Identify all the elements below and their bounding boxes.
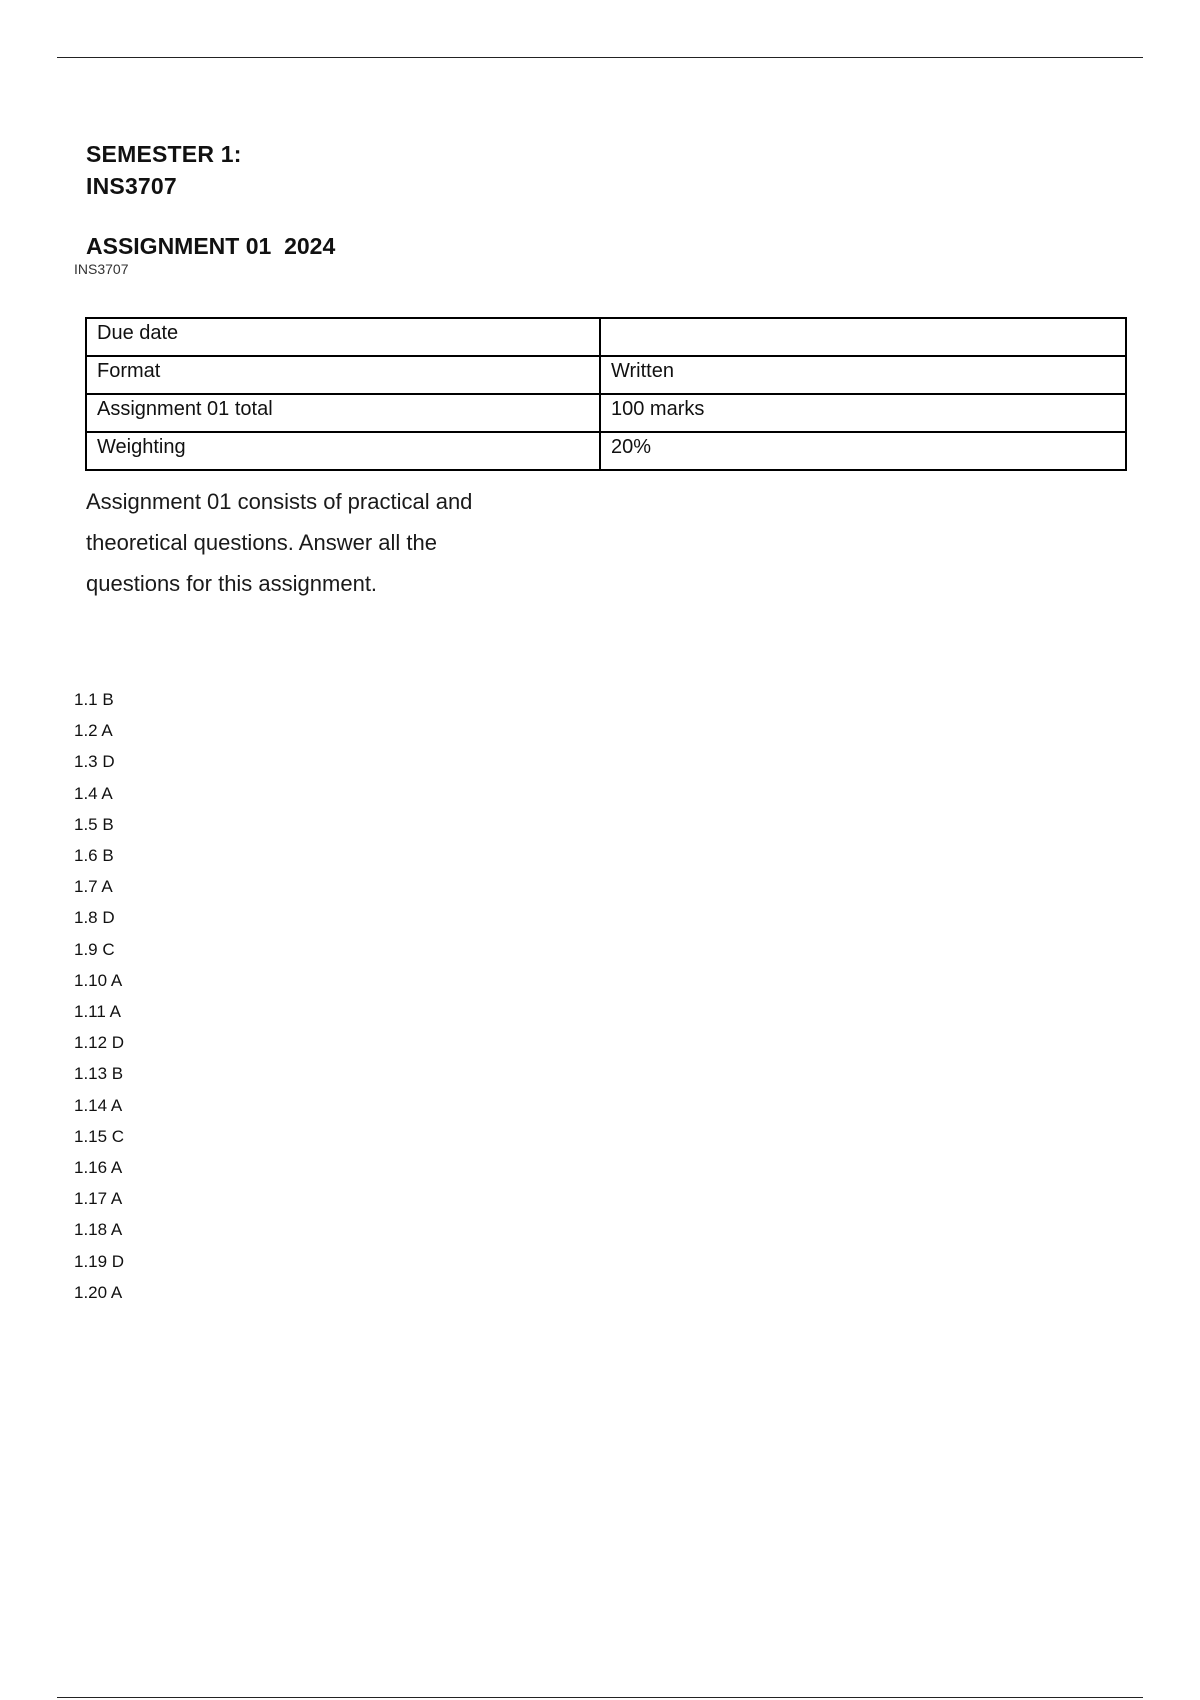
- intro-line: Assignment 01 consists of practical and: [86, 489, 473, 514]
- table-row: [86, 356, 1126, 394]
- semester-heading: SEMESTER 1:: [86, 141, 242, 167]
- format-label: Format: [86, 356, 600, 394]
- answer-list: [74, 684, 124, 1308]
- answer-item: 1.14 A: [74, 1095, 123, 1115]
- format-value: Written: [600, 356, 1126, 394]
- table-row: [86, 318, 1126, 356]
- answer-item: 1.4 A: [74, 783, 113, 803]
- answer-item: 1.8 D: [74, 908, 115, 928]
- answer-item: 1.9 C: [74, 939, 115, 959]
- table-row: [86, 394, 1126, 432]
- answer-item: 1.20 A: [74, 1282, 123, 1302]
- answer-item: 1.11 A: [74, 1002, 121, 1022]
- intro-line: theoretical questions. Answer all the: [86, 530, 437, 555]
- answer-item: 1.10 A: [74, 970, 123, 990]
- bottom-rule: [57, 1697, 1143, 1698]
- answer-item: 1.1 B: [74, 690, 114, 709]
- answer-item: 1.15 C: [74, 1126, 125, 1146]
- heading-block: [86, 138, 242, 202]
- intro-line: questions for this assignment.: [86, 571, 378, 596]
- answer-item: 1.6 B: [74, 846, 114, 866]
- intro-paragraph: [86, 481, 472, 604]
- answer-item: 1.12 D: [74, 1033, 125, 1053]
- total-value: 100 marks: [600, 394, 1126, 432]
- answer-item: 1.18 A: [74, 1220, 123, 1240]
- answer-item: 1.2 A: [74, 721, 113, 741]
- top-rule: [57, 57, 1143, 58]
- answer-item: 1.5 B: [74, 814, 114, 834]
- due-date-value: [600, 318, 1126, 356]
- table-row: [86, 432, 1126, 470]
- answer-item: 1.13 B: [74, 1064, 124, 1084]
- answer-item: 1.7 A: [74, 877, 113, 897]
- answer-item: 1.16 A: [74, 1158, 123, 1178]
- assignment-title: ASSIGNMENT 01 2024: [86, 233, 336, 259]
- small-course-code: INS3707: [74, 261, 129, 277]
- weighting-label: Weighting: [86, 432, 600, 470]
- answer-item: 1.3 D: [74, 752, 115, 772]
- assignment-info-table: [85, 317, 1127, 471]
- total-label: Assignment 01 total: [86, 394, 600, 432]
- weighting-value: 20%: [600, 432, 1126, 470]
- answer-item: 1.19 D: [74, 1251, 125, 1271]
- answer-item: 1.17 A: [74, 1189, 123, 1209]
- course-code-heading: INS3707: [86, 173, 177, 199]
- due-date-label: Due date: [86, 318, 600, 356]
